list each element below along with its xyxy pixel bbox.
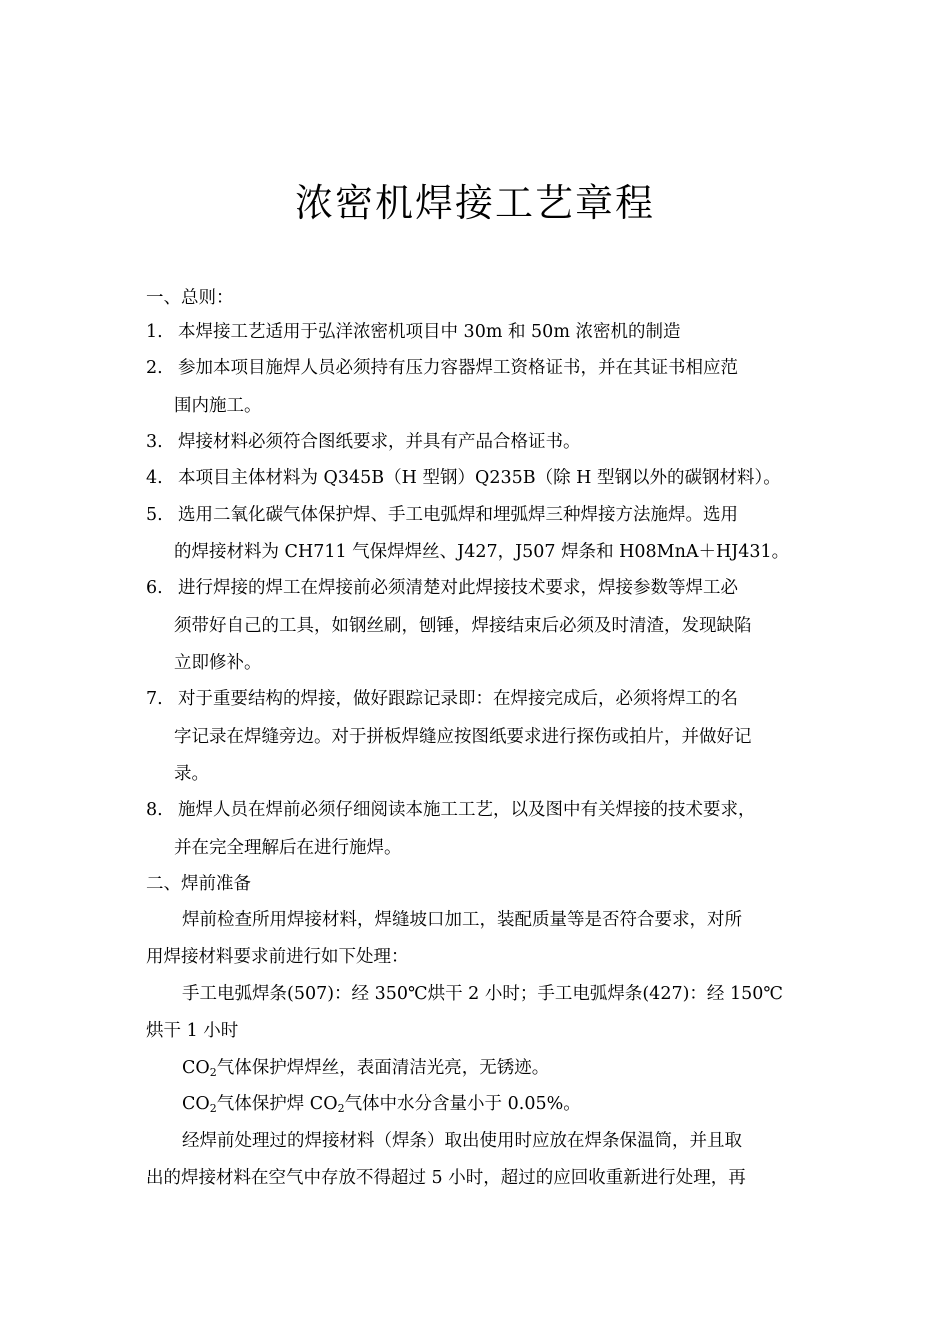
- subscript: 2: [209, 1066, 217, 1079]
- list-item: [146, 320, 680, 344]
- item-text-continued: 字记录在焊缝旁边。对于拼板焊缝应按图纸要求进行探伤或拍片，并做好记: [174, 727, 752, 747]
- list-item: [146, 798, 756, 822]
- paragraph-text: 气体中水分含量小于 0.05%。: [344, 1094, 581, 1114]
- document-title: 浓密机焊接工艺章程: [294, 181, 655, 225]
- item-text-continued: 并在完全理解后在进行施焊。: [174, 838, 402, 858]
- item-text: 对于重要结构的焊接，做好跟踪记录即：在焊接完成后，必须将焊工的名: [178, 689, 738, 709]
- paragraph-line: [182, 1092, 581, 1116]
- item-text-continued: 录。: [174, 764, 209, 784]
- paragraph-line: 出的焊接材料在空气中存放不得超过 5 小时，超过的应回收重新进行处理，再: [146, 1168, 746, 1188]
- item-text: 本项目主体材料为 Q345B（H 型钢）Q235B（除 H 型钢以外的碳钢材料）。: [178, 468, 781, 488]
- item-number: 3.: [146, 432, 163, 452]
- item-number: 1.: [146, 322, 163, 342]
- item-text: 参加本项目施焊人员必须持有压力容器焊工资格证书，并在其证书相应范: [178, 358, 738, 378]
- paragraph-text: 气体保护焊 CO: [216, 1094, 338, 1114]
- item-number: 4.: [146, 468, 163, 488]
- paragraph-line: 焊前检查所用焊接材料，焊缝坡口加工，装配质量等是否符合要求，对所: [182, 910, 742, 930]
- item-text-continued: 围内施工。: [174, 396, 262, 416]
- item-number: 5.: [146, 505, 163, 525]
- paragraph-line: 用焊接材料要求前进行如下处理：: [146, 947, 409, 967]
- list-item: [146, 503, 738, 527]
- paragraph-line: [182, 1056, 549, 1080]
- item-number: 8.: [146, 800, 163, 820]
- list-item: [146, 430, 581, 454]
- list-item: [146, 356, 738, 380]
- item-text: 施焊人员在焊前必须仔细阅读本施工工艺，以及图中有关焊接的技术要求，: [178, 800, 756, 820]
- co2-text: CO: [182, 1058, 210, 1078]
- co2-text: CO: [182, 1094, 210, 1114]
- item-text: 选用二氧化碳气体保护焊、手工电弧焊和埋弧焊三种焊接方法施焊。选用: [178, 505, 738, 525]
- list-item: [146, 687, 738, 711]
- item-number: 2.: [146, 358, 163, 378]
- section-heading: 二、焊前准备: [146, 874, 251, 894]
- item-number: 6.: [146, 578, 163, 598]
- item-text: 进行焊接的焊工在焊接前必须清楚对此焊接技术要求，焊接参数等焊工必: [178, 578, 738, 598]
- paragraph-line: 经焊前处理过的焊接材料（焊条）取出使用时应放在焊条保温筒，并且取: [182, 1131, 742, 1151]
- paragraph-line: 手工电弧焊条(507)：经 350℃烘干 2 小时；手工电弧焊条(427)：经 150℃: [182, 984, 783, 1004]
- paragraph-text: 气体保护焊焊丝，表面清洁光亮，无锈迹。: [216, 1058, 550, 1078]
- item-text-continued: 须带好自己的工具，如钢丝刷，刨锤，焊接结束后必须及时清渣，发现缺陷: [174, 616, 752, 636]
- item-text-continued: 立即修补。: [174, 653, 262, 673]
- section-heading: 一、总则：: [146, 288, 234, 308]
- list-item: [146, 576, 738, 600]
- paragraph-line: 烘干 1 小时: [146, 1021, 239, 1041]
- item-number: 7.: [146, 689, 163, 709]
- item-text-continued: 的焊接材料为 CH711 气保焊焊丝、J427，J507 焊条和 H08MnA＋HJ431。: [174, 542, 790, 562]
- item-text: 本焊接工艺适用于弘洋浓密机项目中 30m 和 50m 浓密机的制造: [178, 322, 681, 342]
- subscript: 2: [337, 1102, 345, 1115]
- subscript: 2: [209, 1102, 217, 1115]
- item-text: 焊接材料必须符合图纸要求，并具有产品合格证书。: [178, 432, 581, 452]
- list-item: [146, 466, 781, 490]
